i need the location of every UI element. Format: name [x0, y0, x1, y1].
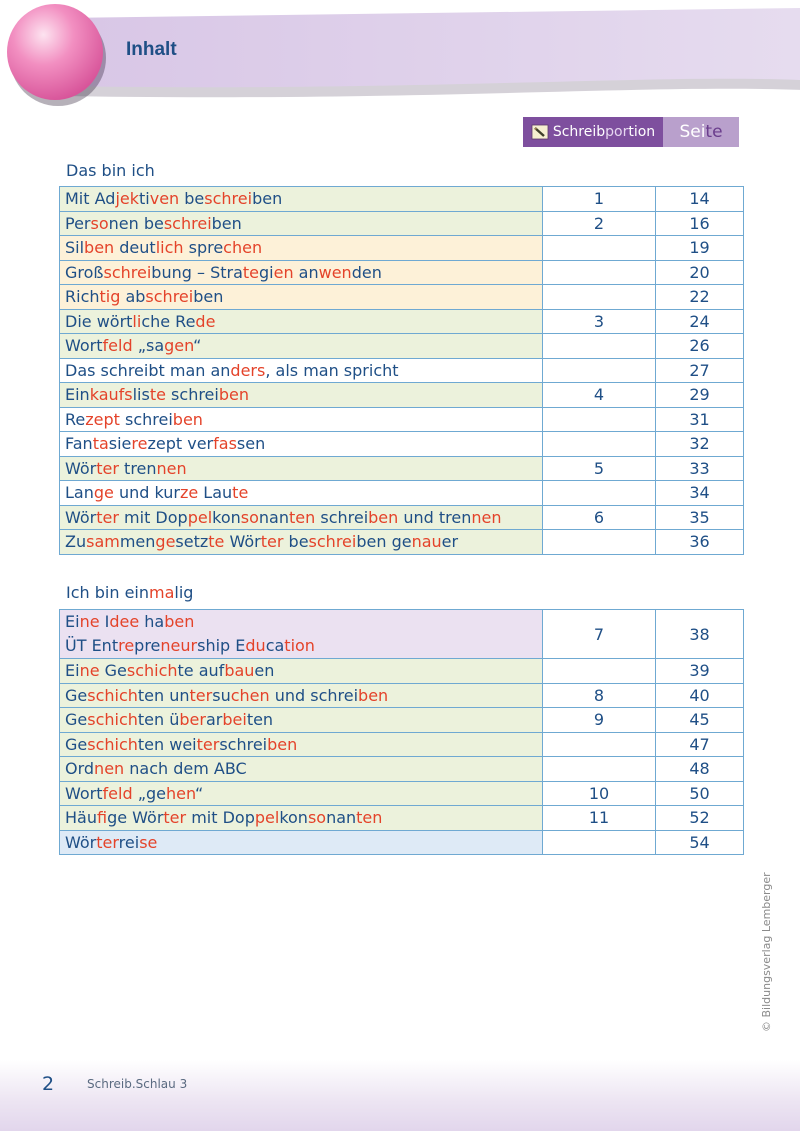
page-number: 52: [656, 806, 744, 831]
chapter-number: [543, 285, 656, 310]
page-number: 54: [656, 830, 744, 855]
section-2-title: Ich bin einmalig: [66, 583, 194, 602]
page-number: 19: [656, 236, 744, 261]
chapter-title: Geschichten überarbeiten: [60, 708, 543, 733]
chapter-number: [543, 830, 656, 855]
chapter-title: Geschichten weiterschreiben: [60, 732, 543, 757]
chapter-title: Die wörtliche Rede: [60, 309, 543, 334]
page-number: 47: [656, 732, 744, 757]
table-row[interactable]: [60, 610, 744, 659]
column-headers: [523, 117, 739, 147]
section-1-title: Das bin ich: [66, 161, 155, 180]
table-row[interactable]: [60, 236, 744, 261]
chapter-number: [543, 757, 656, 782]
chapter-number: 9: [543, 708, 656, 733]
table-row[interactable]: [60, 781, 744, 806]
chapter-title: Rezept schreiben: [60, 407, 543, 432]
chapter-title: Mit Adjektiven beschreiben: [60, 187, 543, 212]
chapter-title: Fantasierezept verfassen: [60, 432, 543, 457]
chapter-number: 7: [543, 610, 656, 659]
header-banner: [0, 0, 800, 110]
chapter-number: [543, 236, 656, 261]
page-number: 14: [656, 187, 744, 212]
chapter-number: [543, 358, 656, 383]
table-row[interactable]: [60, 806, 744, 831]
chapter-title: Eine Idee haben ÜT Entrepreneurship Education: [60, 610, 543, 659]
page-number: 20: [656, 260, 744, 285]
chapter-number: 11: [543, 806, 656, 831]
table-row[interactable]: [60, 830, 744, 855]
chapter-title: Das schreibt man anders, als man spricht: [60, 358, 543, 383]
chapter-number: 5: [543, 456, 656, 481]
chapter-title: Wortfeld „sagen“: [60, 334, 543, 359]
table-row[interactable]: [60, 211, 744, 236]
schreibportion-header: [523, 117, 663, 147]
footer-book-title: Schreib.Schlau 3: [87, 1077, 188, 1091]
page-number: 48: [656, 757, 744, 782]
page-number: 26: [656, 334, 744, 359]
page-number: 22: [656, 285, 744, 310]
page-number: 36: [656, 530, 744, 555]
page-number: 16: [656, 211, 744, 236]
seite-header: Sei te: [663, 117, 739, 147]
chapter-number: [543, 260, 656, 285]
chapter-number: 6: [543, 505, 656, 530]
table-row[interactable]: [60, 757, 744, 782]
table-row[interactable]: [60, 732, 744, 757]
toc-table-2: [59, 609, 744, 855]
footer-page-number: 2: [42, 1073, 55, 1095]
table-row[interactable]: [60, 530, 744, 555]
schreibportion-label: Schreibportion: [552, 124, 656, 140]
page-number: 39: [656, 659, 744, 684]
chapter-title: Personen beschreiben: [60, 211, 543, 236]
copyright-note: © Bildungsverlag Lemberger: [760, 872, 773, 1032]
chapter-title: Lange und kurze Laute: [60, 481, 543, 506]
page-number: 29: [656, 383, 744, 408]
page-number: 27: [656, 358, 744, 383]
page-number: 50: [656, 781, 744, 806]
chapter-number: [543, 481, 656, 506]
table-row[interactable]: [60, 383, 744, 408]
table-row[interactable]: [60, 358, 744, 383]
chapter-number: 1: [543, 187, 656, 212]
table-row[interactable]: [60, 683, 744, 708]
chapter-number: 10: [543, 781, 656, 806]
page-number: 35: [656, 505, 744, 530]
page-number: 38: [656, 610, 744, 659]
page-number: 32: [656, 432, 744, 457]
page-number: 45: [656, 708, 744, 733]
chapter-title: Silben deutlich sprechen: [60, 236, 543, 261]
chapter-number: [543, 530, 656, 555]
footer-band: [0, 1060, 800, 1131]
chapter-title: Geschichten untersuchen und schreiben: [60, 683, 543, 708]
toc-table-1: [59, 186, 744, 555]
table-row[interactable]: [60, 481, 744, 506]
chapter-title: Wortfeld „gehen“: [60, 781, 543, 806]
chapter-title: Richtig abschreiben: [60, 285, 543, 310]
chapter-title: Großschreibung – Strategien anwenden: [60, 260, 543, 285]
table-row[interactable]: [60, 260, 744, 285]
chapter-title: Wörter trennen: [60, 456, 543, 481]
table-row[interactable]: [60, 432, 744, 457]
chapter-number: 4: [543, 383, 656, 408]
chapter-title: Häufige Wörter mit Doppelkonsonanten: [60, 806, 543, 831]
chapter-title: Eine Geschichte aufbauen: [60, 659, 543, 684]
chapter-title: Wörterreise: [60, 830, 543, 855]
chapter-number: [543, 659, 656, 684]
chapter-number: [543, 407, 656, 432]
table-row[interactable]: [60, 407, 744, 432]
chapter-number: [543, 334, 656, 359]
chapter-number: 3: [543, 309, 656, 334]
page-number: 40: [656, 683, 744, 708]
chapter-number: 8: [543, 683, 656, 708]
chapter-title: Wörter mit Doppelkonsonanten schreiben und trennen: [60, 505, 543, 530]
table-row[interactable]: [60, 505, 744, 530]
table-row[interactable]: [60, 187, 744, 212]
table-row[interactable]: [60, 334, 744, 359]
chapter-number: [543, 432, 656, 457]
chapter-title: Zusammengesetzte Wörter beschreiben genauer: [60, 530, 543, 555]
chapter-title: Ordnen nach dem ABC: [60, 757, 543, 782]
chapter-number: 2: [543, 211, 656, 236]
table-row[interactable]: [60, 456, 744, 481]
table-row[interactable]: [60, 708, 744, 733]
page-number: 34: [656, 481, 744, 506]
chapter-number: [543, 732, 656, 757]
page-title: Inhalt: [126, 39, 177, 60]
pencil-icon: [531, 124, 549, 140]
chapter-title: Einkaufsliste schreiben: [60, 383, 543, 408]
table-row[interactable]: [60, 659, 744, 684]
page-number: 31: [656, 407, 744, 432]
page-number: 24: [656, 309, 744, 334]
table-row[interactable]: [60, 309, 744, 334]
page-number: 33: [656, 456, 744, 481]
table-row[interactable]: [60, 285, 744, 310]
